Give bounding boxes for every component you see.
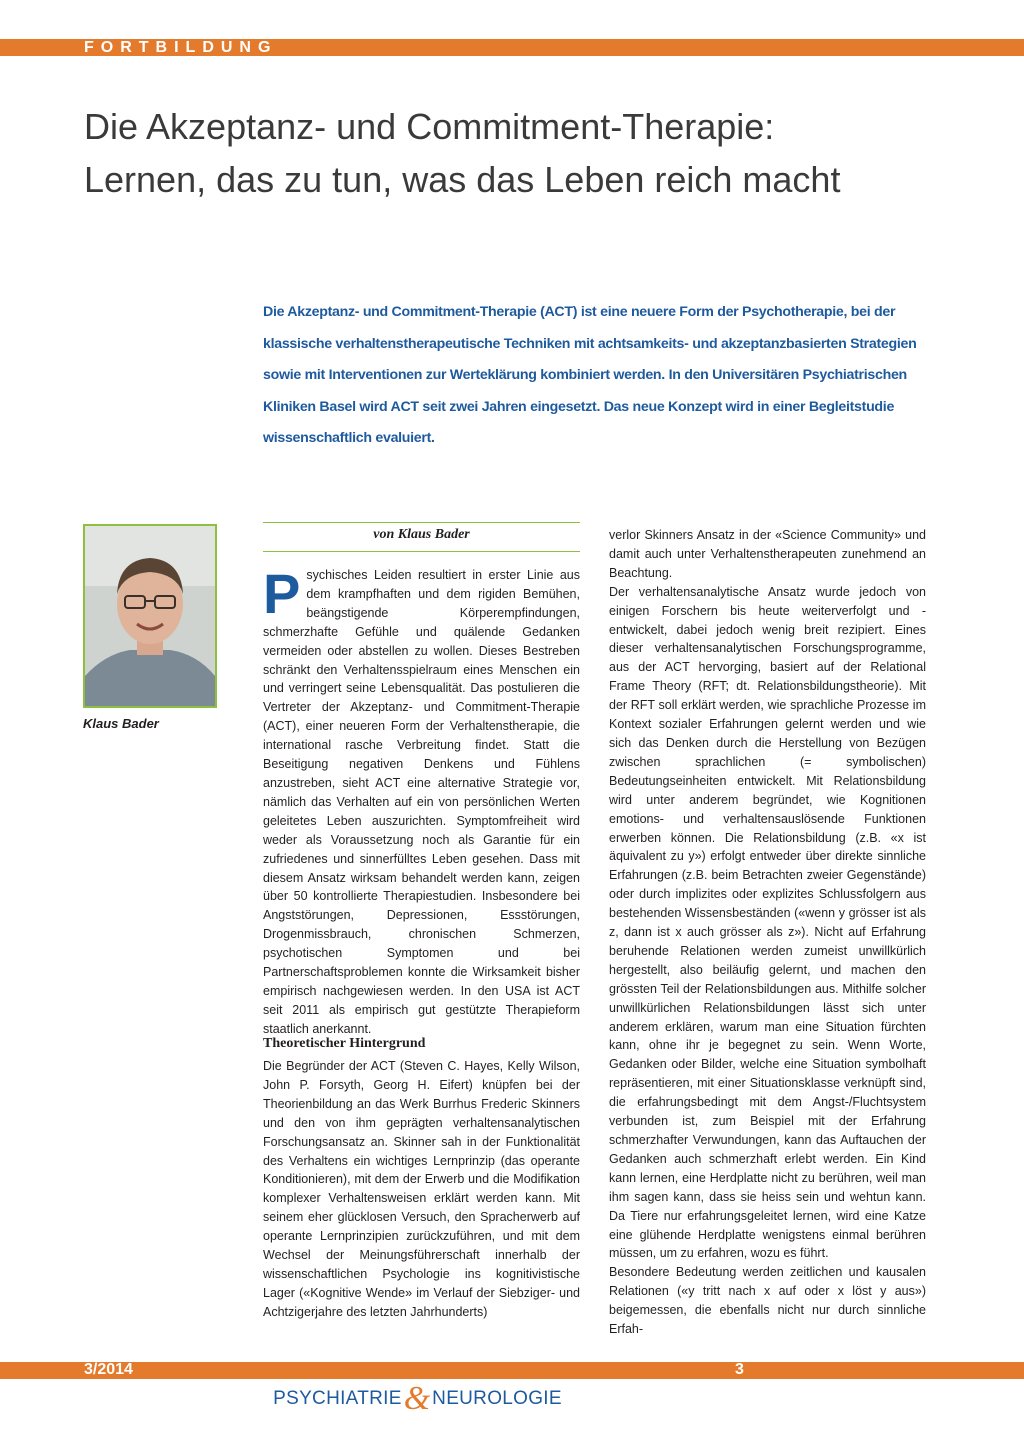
byline-rule-top	[263, 522, 580, 523]
portrait-image	[85, 526, 215, 706]
drop-cap: P	[263, 562, 301, 625]
article-paragraph-2: Die Begründer der ACT (Steven C. Hayes, Kelly Wilson, John P. Forsyth, Georg H. Eifert) knüpfen bei der Theorienbildung an das Werk Burrhus Frederic Skinners und den von ihm geprägten verhaltensanalytischen Forschungsansatz an. Skinner sah in der Funktionalität des Verhaltens ein wichtiges Lernprinzip (das operante Konditionieren), mit dem der Erwerb und die Modifikation komplexer Verhaltensweisen erklärt werden kann. Mit seinem eher glücklosen Versuch, den Spracherwerb auf operante Lernprinzipien zurückzuführen, und mit dem Wechsel der Meinungsführerschaft innerhalb der wissenschaftlichen Psychologie ins kognitivistische Lager («Kognitive Wende» im Verlauf der Siebziger- und Achtzigerjahre des letzten Jahrhunderts)	[263, 1059, 580, 1319]
article-column-2	[609, 526, 926, 1339]
article-paragraph-1	[263, 562, 580, 1039]
photo-caption: Klaus Bader	[83, 716, 159, 731]
journal-logo-ampersand: &	[403, 1380, 431, 1417]
page-number: 3	[735, 1361, 744, 1378]
issue-number: 3/2014	[84, 1361, 133, 1378]
author-photo	[83, 524, 217, 708]
paragraph-1-text: sychisches Leiden resultiert in erster Linie aus dem krampfhaften und dem rigiden Bemühen, beängstigende Körperempfindungen, schmerzhafte Gefühle und quälende Gedanken vermeiden oder abstellen zu wollen. Dieses Bestreben schränkt den Verhaltensspielraum eines Menschen ein und verringert seine Lebensqualität. Das postulieren die Vertreter der Akzeptanz- und Commitment-Therapie (ACT), einer neueren Form der Verhaltenstherapie, die international rasche Verbreitung findet. Statt die Beseitigung negativen Denkens und Fühlens anzustreben, sieht ACT eine alternative Strategie vor, nämlich das Verhalten auf ein von persönlichen Werten geleitetes Leben auszurichten. Symptomfreiheit wird weder als Voraussetzung noch als Garantie für ein zufriedenes und sinnerfülltes Leben gesehen. Dass mit diesem Ansatz wirksam behandelt werden kann, zeigen über 50 kontrollierte Therapiestudien. Insbesondere bei Angststörungen, Depressionen, Essstörungen, Drogenmissbrauch, chronischen Schmerzen, psychotischen Symptomen und bei Partnerschaftsproblemen konnte die Wirksamkeit bisher empirisch nachgewiesen werden. In den USA ist ACT seit 2011 als empirisch gut gestützte Therapieform staatlich anerkannt.	[263, 568, 580, 1036]
column-2-paragraph-1: verlor Skinners Ansatz in der «Science Community» und damit auch unter Verhaltenstherapeuten zunehmend an Beachtung.	[609, 528, 926, 580]
lead-paragraph: Die Akzeptanz- und Commitment-Therapie (ACT) ist eine neuere Form der Psychotherapie, bei der klassische verhaltenstherapeutische Techniken mit achtsamkeits- und akzeptanzbasierten Strategien sowie mit Interventionen zur Werteklärung kombiniert werden. In den Universitären Psychiatrischen Kliniken Basel wird ACT seit zwei Jahren eingesetzt. Das neue Konzept wird in einer Begleitstudie wissenschaftlich evaluiert.	[263, 304, 917, 446]
journal-logo-word-2: NEUROLOGIE	[432, 1388, 562, 1409]
subheading: Theoretischer Hintergrund	[263, 1036, 426, 1051]
article-title	[84, 100, 964, 206]
journal-logo	[255, 1380, 580, 1420]
title-line-2: Lernen, das zu tun, was das Leben reich macht	[84, 159, 841, 200]
byline-rule-bottom	[263, 551, 580, 552]
footer-bar	[0, 1362, 1024, 1379]
column-2-paragraph-2: Der verhaltensanalytische Ansatz wurde jedoch von einigen Forschern bis heute weiterverfolgt und -entwickelt, dabei jedoch wenig breit rezipiert. Eines dieser verhaltensanalytischen Forschungsprogramme, aus der ACT hervorging, basiert auf der Relational Frame Theory (RFT; dt. Relationsbildungstheorie). Mit der RFT soll erklärt werden, wie sprachliche Prozesse im Kontext sozialer Erfahrungen gelernt werden und wie sich das Denken durch die Herstellung von Bezügen zwischen sprachlichen (= symbolischen) Bedeutungseinheiten entwickelt. Mit Relationsbildung wird unter anderem begründet, wie Kognitionen emotions- und verhaltensauslösende Funktionen erwerben können. Die Relationsbildung (z.B. «x ist äquivalent zu y») erfolgt entweder über direkte sinnliche Erfahrungen (z.B. beim Betrachten zweier Gegenstände) oder durch implizites oder explizites Schlussfolgern aus bestehenden Wissensbeständen («wenn y grösser ist als z, dann ist x auch grösser als z»). Nicht auf Erfahrung beruhende Relationen werden zumeist unwillkürlich hergestellt, also beiläufig gelernt, und machen den grössten Teil der Relationsbildungen aus. Mithilfe solcher unwillkürlichen Relationsbildungen lässt sich unter anderem erklären, warum man eine Situation fürchten kann, ohne ihr je begegnet zu sein. Wenn Worte, Gedanken oder Bilder, welche eine Situation symbolhaft repräsentieren, mit einer Situationsklasse verknüpft sind, die erfahrungsbedingt mit dem Angst-/Fluchtsystem verbunden ist, zum Beispiel mit der Erfahrung schmerzhafter Verwundungen, kann das Auftauchen der Gedanken auch schmerzhaft erlebt werden. Ein Kind kann lernen, eine Herdplatte nicht zu berühren, weil man ihm sagen kann, dass sie heiss sein und wehtun kann. Da Tiere nur erfahrungsgeleitet lernen, wird eine Katze eine glühende Herdplatte wenigstens einmal berühren müssen, um zu erfahren, wozu es führt.	[609, 584, 926, 1261]
title-line-1: Die Akzeptanz- und Commitment-Therapie:	[84, 106, 775, 147]
author-byline: von Klaus Bader	[373, 527, 470, 542]
journal-logo-word-1: PSYCHIATRIE	[273, 1388, 402, 1409]
column-2-paragraph-3: Besondere Bedeutung werden zeitlichen und kausalen Relationen («y tritt nach x auf oder x löst y aus») beigemessen, die ebenfalls nicht nur durch sinnliche Erfah-	[609, 1265, 926, 1337]
section-label: FORTBILDUNG	[84, 39, 278, 56]
